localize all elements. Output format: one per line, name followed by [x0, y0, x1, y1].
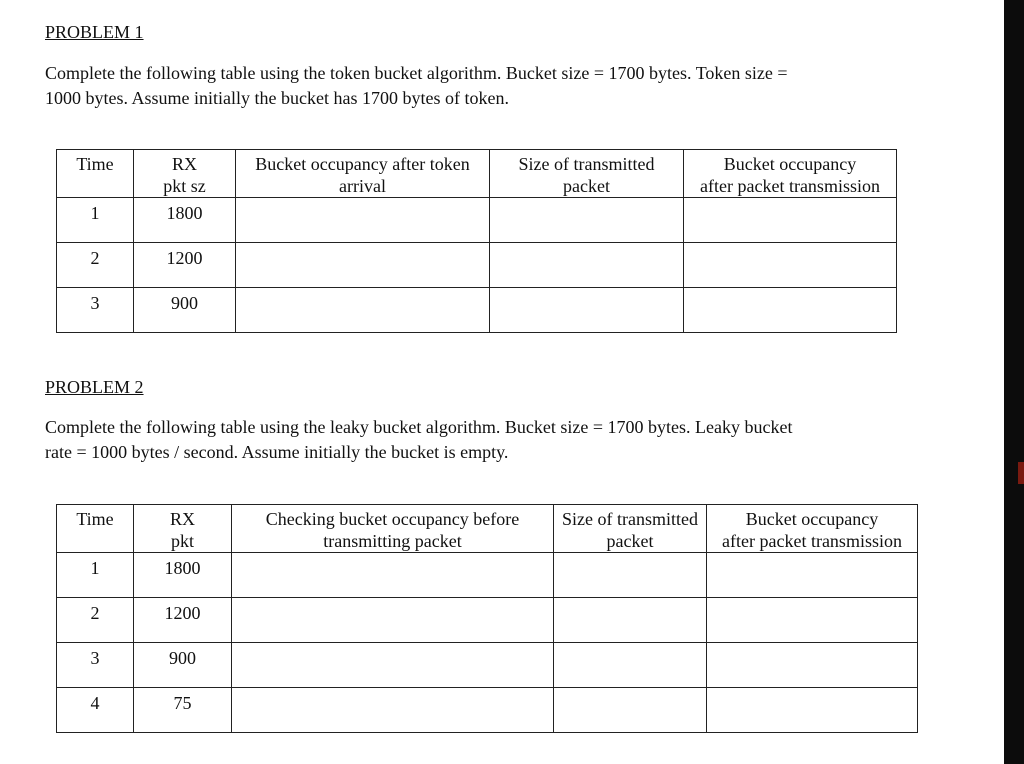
rx-cell: 900 [134, 643, 232, 688]
table-row [57, 598, 918, 643]
problem1-header-size-transmitted: Size of transmitted packet [490, 150, 684, 198]
answer-cell[interactable] [554, 598, 707, 643]
time-cell: 3 [57, 288, 134, 333]
problem1-heading: PROBLEM 1 [45, 22, 144, 42]
problem2-header-checking-bucket: Checking bucket occupancy before transmitting packet [232, 505, 554, 553]
time-cell: 1 [57, 553, 134, 598]
rx-cell: 900 [134, 288, 236, 333]
time-cell: 4 [57, 688, 134, 733]
side-bar-marker [1018, 462, 1024, 484]
table-row [57, 243, 897, 288]
rx-cell: 1200 [134, 243, 236, 288]
problem2-header-time: Time [57, 505, 134, 553]
problem1-table [56, 149, 897, 333]
problem2-table [56, 504, 918, 733]
viewer-side-bar [1004, 0, 1024, 764]
answer-cell[interactable] [707, 643, 918, 688]
answer-cell[interactable] [554, 643, 707, 688]
answer-cell[interactable] [707, 598, 918, 643]
table-row [57, 643, 918, 688]
answer-cell[interactable] [232, 553, 554, 598]
problem2-header-row [57, 505, 918, 553]
answer-cell[interactable] [232, 688, 554, 733]
problem2-heading: PROBLEM 2 [45, 377, 144, 397]
answer-cell[interactable] [707, 688, 918, 733]
rx-cell: 75 [134, 688, 232, 733]
answer-cell[interactable] [236, 198, 490, 243]
answer-cell[interactable] [232, 598, 554, 643]
answer-cell[interactable] [236, 288, 490, 333]
problem1-header-time: Time [57, 150, 134, 198]
problem2-header-rx: RX pkt [134, 505, 232, 553]
table-row [57, 288, 897, 333]
problem1-header-row [57, 150, 897, 198]
problem1-description-line1: Complete the following table using the token bucket algorithm. Bucket size = 1700 bytes. Token size = [45, 63, 788, 83]
answer-cell[interactable] [554, 688, 707, 733]
problem1-description-line2: 1000 bytes. Assume initially the bucket has 1700 bytes of token. [45, 88, 509, 108]
answer-cell[interactable] [684, 243, 897, 288]
table-row [57, 198, 897, 243]
answer-cell[interactable] [490, 198, 684, 243]
problem2-description-line1: Complete the following table using the leaky bucket algorithm. Bucket size = 1700 bytes. Leaky bucket [45, 417, 793, 437]
answer-cell[interactable] [490, 288, 684, 333]
problem1-header-bucket-after-token: Bucket occupancy after token arrival [236, 150, 490, 198]
problem2-header-bucket-after-tx: Bucket occupancy after packet transmission [707, 505, 918, 553]
problem1-description [45, 61, 885, 111]
time-cell: 3 [57, 643, 134, 688]
answer-cell[interactable] [684, 288, 897, 333]
table-row [57, 553, 918, 598]
answer-cell[interactable] [707, 553, 918, 598]
problem2-description [45, 415, 885, 465]
problem2-description-line2: rate = 1000 bytes / second. Assume initially the bucket is empty. [45, 442, 509, 462]
problem1-header-rx: RX pkt sz [134, 150, 236, 198]
time-cell: 2 [57, 598, 134, 643]
answer-cell[interactable] [554, 553, 707, 598]
answer-cell[interactable] [490, 243, 684, 288]
rx-cell: 1800 [134, 198, 236, 243]
answer-cell[interactable] [684, 198, 897, 243]
rx-cell: 1800 [134, 553, 232, 598]
time-cell: 2 [57, 243, 134, 288]
rx-cell: 1200 [134, 598, 232, 643]
answer-cell[interactable] [236, 243, 490, 288]
table-row [57, 688, 918, 733]
answer-cell[interactable] [232, 643, 554, 688]
problem1-header-bucket-after-tx: Bucket occupancy after packet transmission [684, 150, 897, 198]
problem2-header-size-transmitted: Size of transmitted packet [554, 505, 707, 553]
time-cell: 1 [57, 198, 134, 243]
